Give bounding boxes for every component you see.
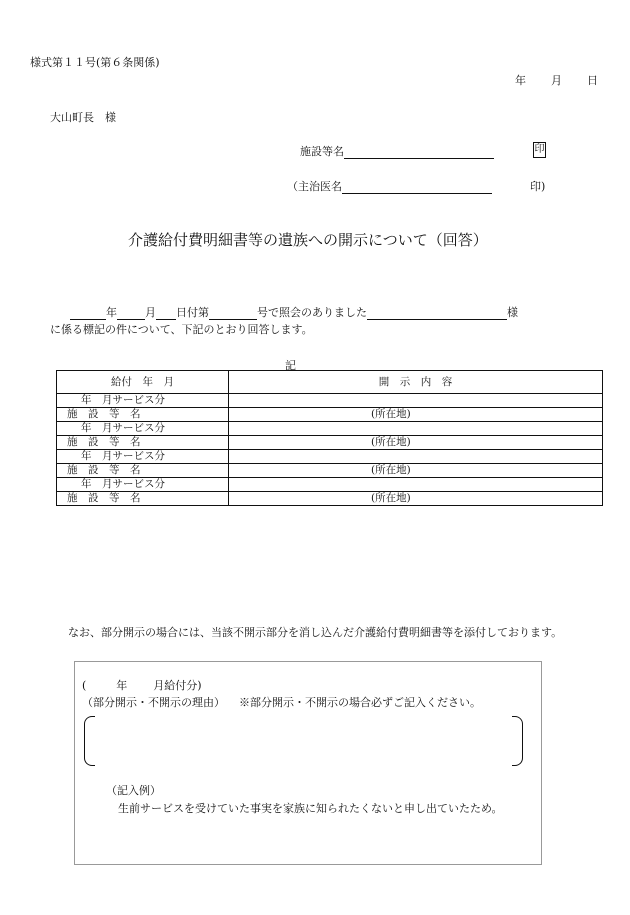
table-row	[57, 436, 603, 450]
facility-name-line[interactable]	[344, 146, 494, 159]
disclosure-content-cell[interactable]	[229, 450, 603, 464]
box-month-benefit-label: 月給付分)	[153, 679, 202, 692]
example-label: （記入例）	[106, 784, 161, 797]
disclosure-content-cell[interactable]	[229, 422, 603, 436]
box-year-label: 年	[116, 679, 128, 692]
doctor-seal: 印)	[530, 180, 546, 193]
reason-input-area[interactable]	[98, 722, 508, 758]
document-title: 介護給付費明細書等の遺族への開示について（回答）	[128, 231, 488, 249]
table-row	[57, 492, 603, 506]
date-year-label: 年	[515, 74, 526, 87]
body-line-1	[70, 304, 518, 320]
ref-year-line[interactable]	[70, 307, 106, 320]
addressee: 大山町長 様	[50, 111, 116, 124]
sama-label: 様	[507, 306, 518, 319]
box-benefit-month-row	[82, 677, 202, 693]
service-month-cell: 年 月サービス分	[57, 422, 229, 436]
facility-name-row	[300, 143, 494, 159]
partial-disclosure-note: なお、部分開示の場合には、当該不開示部分を消し込んだ介護給付費明細書等を添付しております。	[68, 626, 563, 639]
right-bracket	[512, 716, 523, 766]
date-day-label: 日	[587, 74, 598, 87]
deceased-name-line[interactable]	[367, 307, 507, 320]
body-line-2: に係る標記の件について、下記のとおり回答します。	[50, 323, 313, 336]
seal-stamp-box: 印	[533, 142, 546, 158]
ref-month-line[interactable]	[117, 307, 145, 320]
table-header-row	[57, 371, 603, 394]
table-row	[57, 478, 603, 492]
table-row	[57, 422, 603, 436]
facility-seal	[533, 142, 546, 158]
example-text: 生前サービスを受けていた事実を家族に知られたくないと申し出ていたため。	[118, 802, 503, 815]
ref-month-label: 月	[145, 306, 156, 319]
reason-note: ※部分開示・不開示の場合必ずご記入ください。	[239, 696, 481, 709]
ref-day-line[interactable]	[156, 307, 176, 320]
location-cell[interactable]: (所在地)	[229, 492, 603, 506]
location-cell[interactable]: (所在地)	[229, 408, 603, 422]
table-row	[57, 394, 603, 408]
location-cell[interactable]: (所在地)	[229, 436, 603, 450]
facility-name-cell: 施 設 等 名	[57, 436, 229, 450]
location-cell[interactable]: (所在地)	[229, 464, 603, 478]
service-month-cell: 年 月サービス分	[57, 394, 229, 408]
table-row	[57, 450, 603, 464]
table-row	[57, 464, 603, 478]
ref-date-suffix: 日付第	[176, 306, 209, 319]
doctor-name-row	[287, 178, 492, 194]
ki-label: 記	[285, 359, 296, 372]
facility-name-cell: 施 設 等 名	[57, 408, 229, 422]
header-benefit-month: 給付 年 月	[57, 371, 229, 394]
disclosure-table	[56, 370, 603, 506]
table-row	[57, 408, 603, 422]
disclosure-content-cell[interactable]	[229, 478, 603, 492]
ref-year-label: 年	[106, 306, 117, 319]
facility-name-cell: 施 設 等 名	[57, 464, 229, 478]
box-reason-row	[82, 694, 481, 710]
ref-number-suffix: 号で照会のありました	[257, 306, 367, 319]
reason-label: （部分開示・不開示の理由）	[82, 696, 225, 709]
facility-name-label: 施設等名	[300, 145, 344, 158]
form-number: 様式第１１号(第６条関係)	[30, 56, 160, 69]
service-month-cell: 年 月サービス分	[57, 450, 229, 464]
disclosure-content-cell[interactable]	[229, 394, 603, 408]
left-bracket	[84, 716, 95, 766]
doctor-name-line[interactable]	[342, 181, 492, 194]
doctor-name-label: （主治医名	[287, 180, 342, 193]
date-month-label: 月	[551, 74, 562, 87]
header-disclosure-content: 開 示 内 容	[229, 371, 603, 394]
facility-name-cell: 施 設 等 名	[57, 492, 229, 506]
service-month-cell: 年 月サービス分	[57, 478, 229, 492]
box-paren-open: (	[82, 679, 87, 692]
ref-number-line[interactable]	[209, 307, 257, 320]
